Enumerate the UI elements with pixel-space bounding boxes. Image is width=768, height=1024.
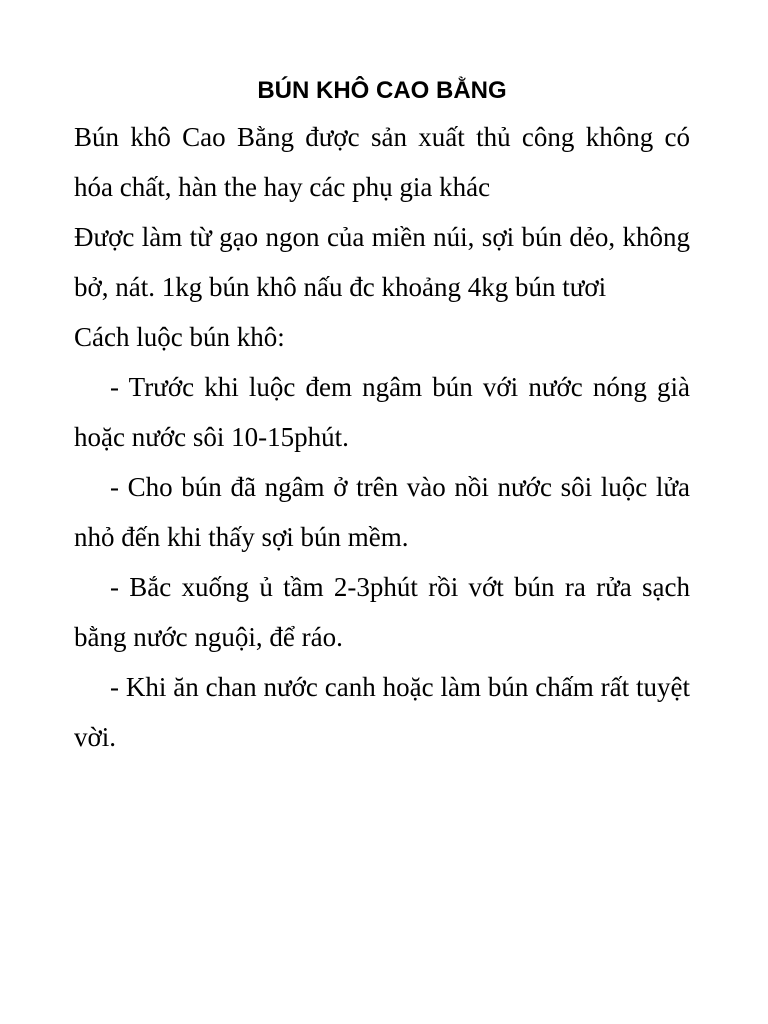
document-title: BÚN KHÔ CAO BẰNG — [257, 77, 507, 104]
document-page — [74, 70, 690, 762]
instruction-step: - Khi ăn chan nước canh hoặc làm bún chấm rất tuyệt vời. — [74, 672, 690, 752]
instruction-step: - Bắc xuống ủ tầm 2-3phút rồi vớt bún ra rửa sạch bằng nước nguội, để ráo. — [74, 572, 690, 652]
description-paragraph: Được làm từ gạo ngon của miền núi, sợi bún dẻo, không bở, nát. 1kg bún khô nấu đc khoảng 4kg bún tươi — [74, 222, 690, 302]
document-body — [74, 112, 690, 762]
instruction-step: - Trước khi luộc đem ngâm bún với nước nóng già hoặc nước sôi 10-15phút. — [74, 372, 690, 452]
intro-paragraph: Bún khô Cao Bằng được sản xuất thủ công không có hóa chất, hàn the hay các phụ gia khác — [74, 122, 690, 202]
instruction-step: - Cho bún đã ngâm ở trên vào nồi nước sôi luộc lửa nhỏ đến khi thấy sợi bún mềm. — [74, 472, 690, 552]
instructions-heading: Cách luộc bún khô: — [74, 322, 285, 352]
